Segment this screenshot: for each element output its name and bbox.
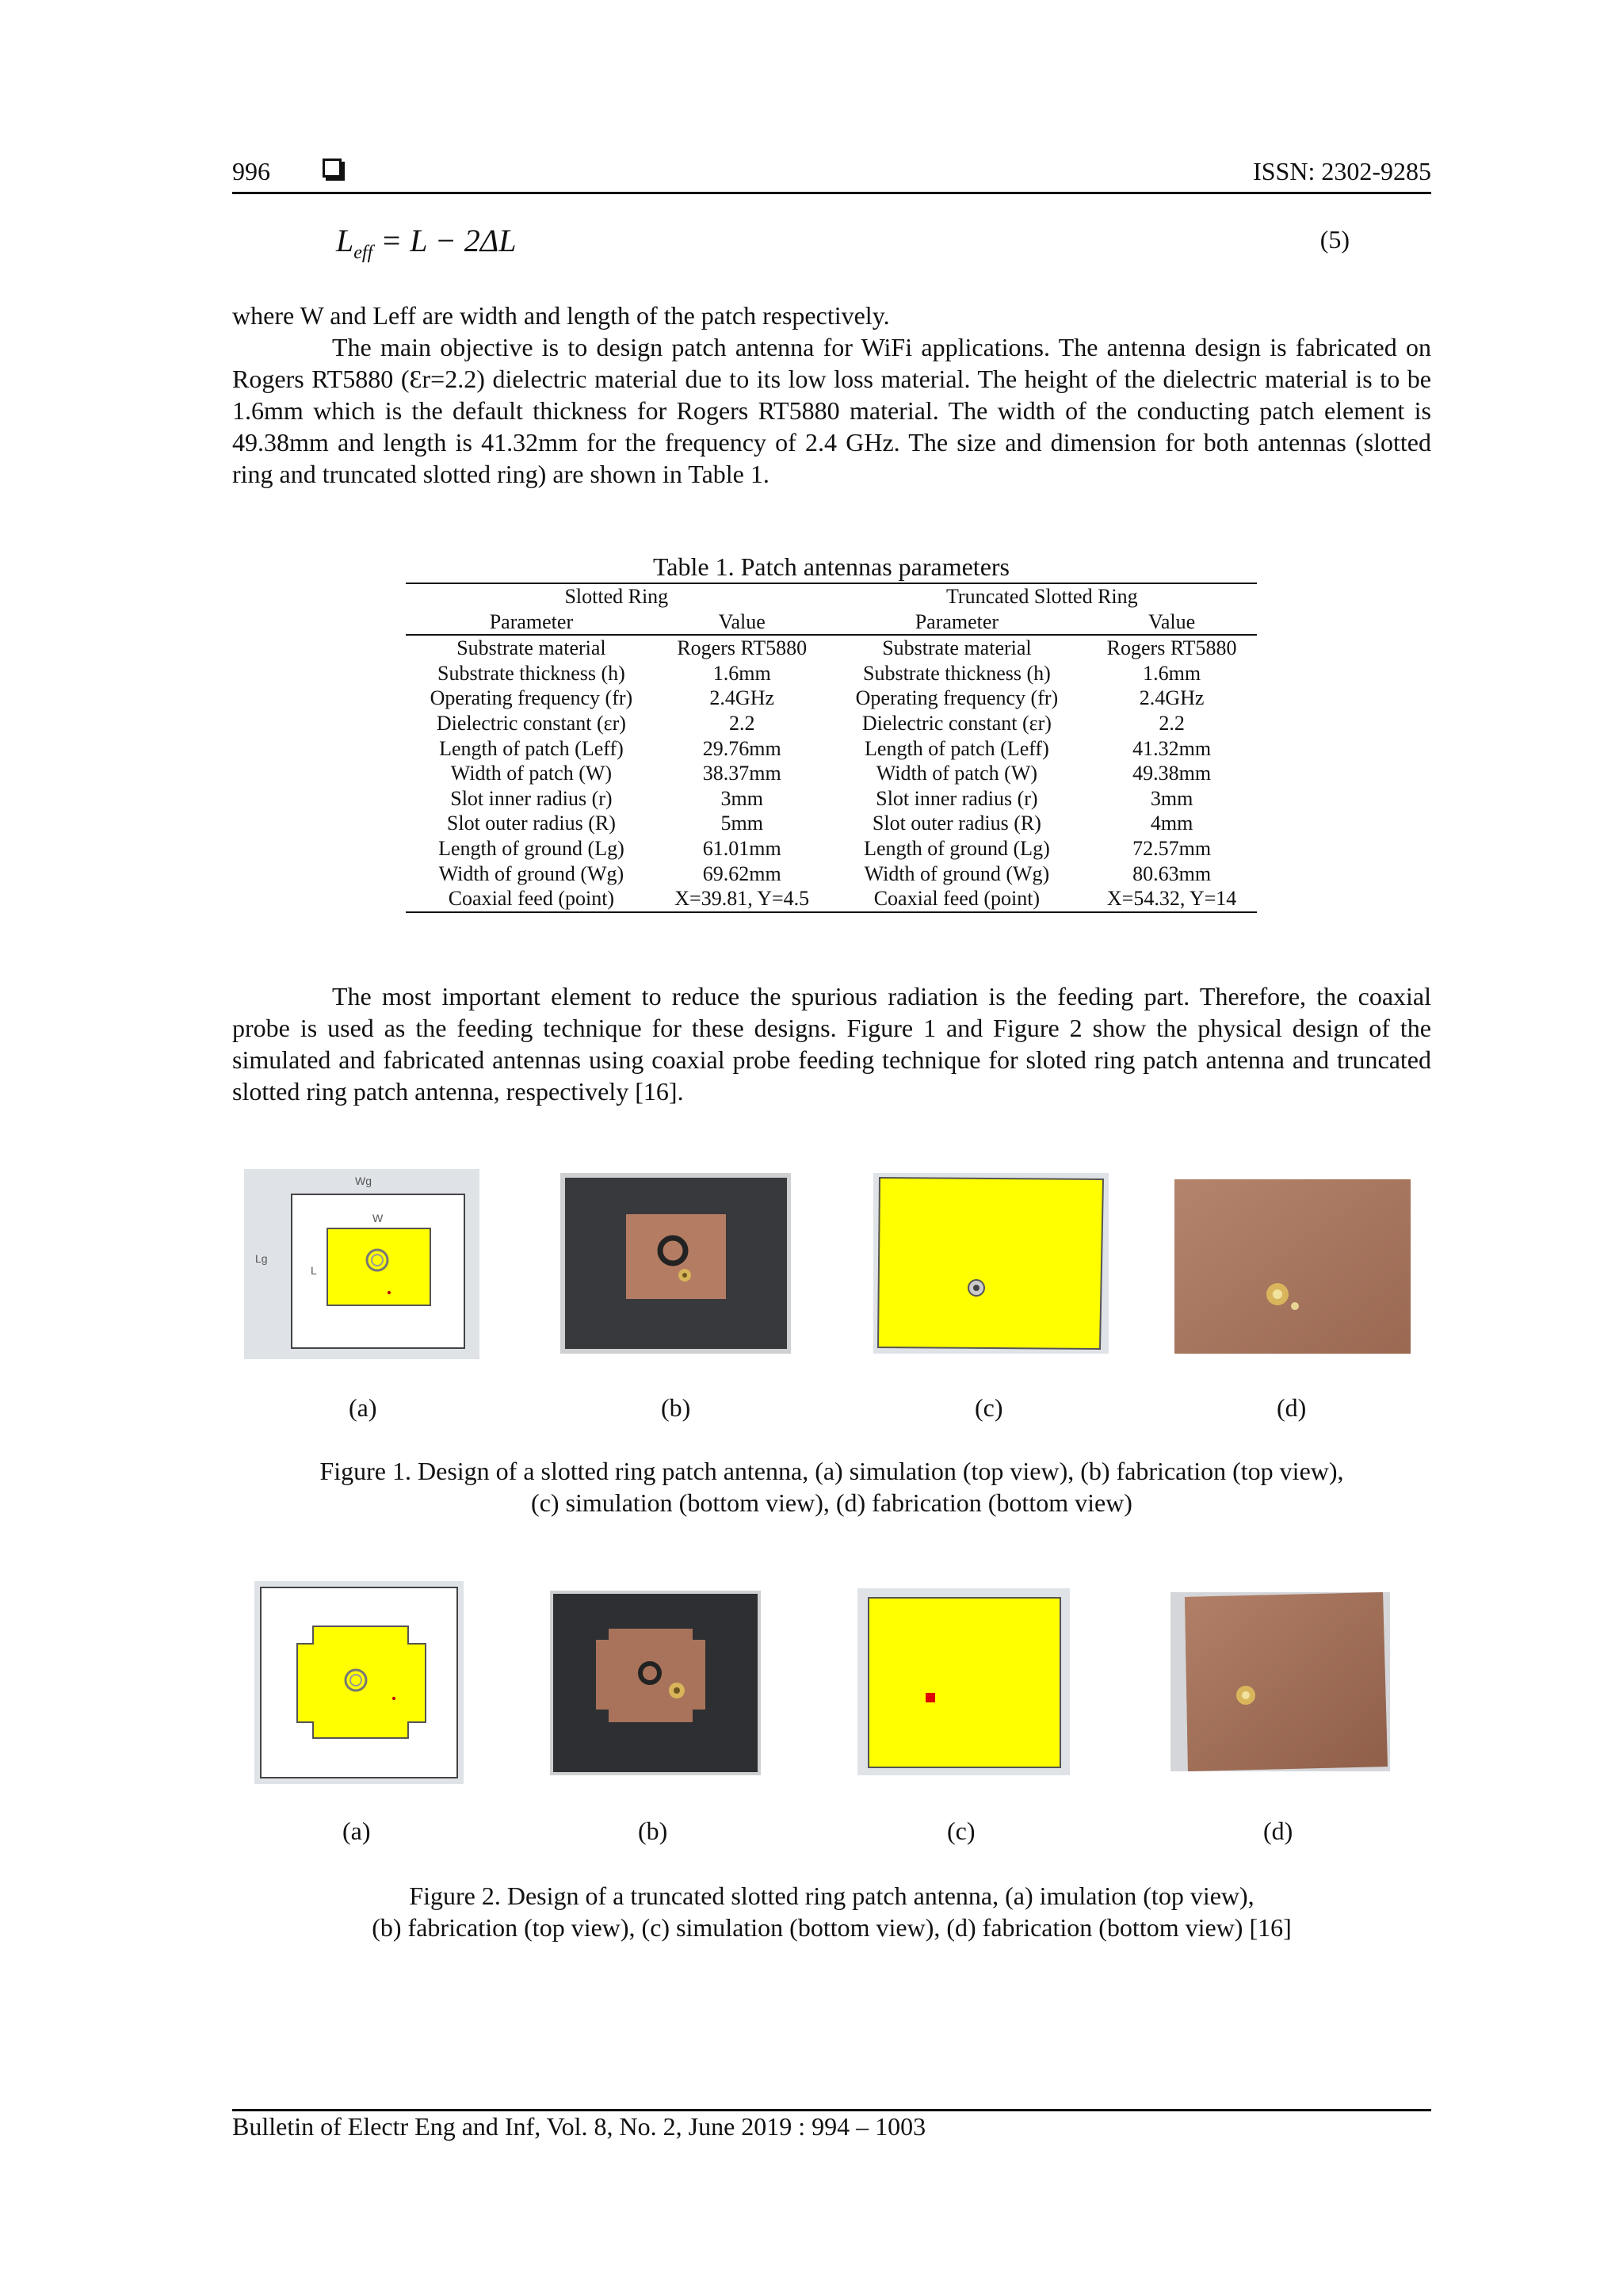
fig2-caption-line2: (b) fabrication (top view), (c) simulation (bottom view), (d) fabrication (bottom view) [16]: [372, 1913, 1292, 1942]
value-cell: 69.62mm: [702, 861, 781, 885]
param-cell: Substrate material: [882, 636, 1032, 660]
param-cell: Slot outer radius (R): [446, 812, 616, 835]
param-cell: Width of patch (W): [876, 762, 1038, 785]
label-wg: Wg: [355, 1175, 372, 1187]
fig2b-fabrication-top: [550, 1591, 761, 1775]
value-cell: 29.76mm: [702, 736, 781, 760]
fig1c-simulation-bottom: [873, 1173, 1109, 1354]
eq-rhs: = L − 2ΔL: [380, 223, 517, 258]
fig1-caption-line2: (c) simulation (bottom view), (d) fabrication (bottom view): [531, 1488, 1132, 1517]
param-cell: Substrate thickness (h): [437, 661, 625, 685]
value-cell: 3mm: [1150, 786, 1193, 810]
issn: ISSN: 2302-9285: [1253, 157, 1431, 185]
value-cell: 49.38mm: [1132, 762, 1212, 785]
fig2-sublabel-c: (c): [947, 1817, 976, 1845]
group-slotted-ring: Slotted Ring: [406, 583, 827, 609]
fig2a-drawing: [254, 1581, 464, 1784]
footer-rule: [232, 2109, 1431, 2111]
param-cell: Slot outer radius (R): [872, 812, 1041, 835]
table-row: [406, 661, 1257, 686]
table-row: [406, 811, 1257, 836]
param-cell: Width of ground (Wg): [864, 861, 1050, 885]
col-header: Parameter: [406, 609, 657, 636]
table-row: [406, 736, 1257, 762]
fig2d-drawing: [1170, 1592, 1390, 1771]
table-row: [406, 836, 1257, 861]
value-cell: 2.4GHz: [709, 686, 775, 710]
fig2-sublabel-a: (a): [342, 1817, 371, 1845]
value-cell: 2.2: [728, 711, 755, 735]
table-row: [406, 786, 1257, 812]
value-cell: 41.32mm: [1132, 736, 1212, 760]
fig1-caption-line1: Figure 1. Design of a slotted ring patch antenna, (a) simulation (top view), (b) fabrication (top view),: [319, 1457, 1344, 1485]
col-header: Parameter: [827, 609, 1087, 636]
fig2-sublabel-d: (d): [1263, 1817, 1293, 1845]
param-cell: Dielectric constant (εr): [436, 711, 626, 735]
label-lg: Lg: [255, 1252, 268, 1265]
label-w: W: [372, 1212, 384, 1224]
value-cell: 5mm: [720, 812, 763, 835]
fig2-sublabel-b: (b): [638, 1817, 668, 1845]
fig1c-drawing: [873, 1173, 1109, 1354]
value-cell: X=39.81, Y=4.5: [657, 886, 827, 912]
label-l: L: [311, 1264, 317, 1277]
fig1-sublabel-d: (d): [1277, 1393, 1307, 1422]
table-header-row: [406, 609, 1257, 636]
value-cell: 2.2: [1159, 711, 1185, 735]
param-cell: Coaxial feed (point): [406, 886, 657, 912]
footer-citation: Bulletin of Electr Eng and Inf, Vol. 8, No. 2, June 2019 : 994 – 1003: [232, 2112, 926, 2141]
param-cell: Length of patch (Leff): [439, 736, 624, 760]
equation-5: [336, 222, 516, 264]
table-group-row: [406, 583, 1257, 609]
eq-lhs-main: L: [336, 223, 354, 258]
fig2c-drawing: [857, 1588, 1070, 1775]
page-number: 996: [232, 157, 270, 185]
fig1b-drawing: [560, 1173, 791, 1354]
fig1-sublabel-b: (b): [661, 1393, 691, 1422]
param-cell: Width of patch (W): [450, 762, 613, 785]
param-cell: Coaxial feed (point): [827, 886, 1087, 912]
parameters-table: [406, 583, 1257, 913]
table-row: [406, 886, 1257, 912]
param-cell: Width of ground (Wg): [438, 861, 624, 885]
table-row: [406, 686, 1257, 711]
fig1-sublabel-a: (a): [349, 1393, 377, 1422]
table-row: [406, 635, 1257, 661]
col-header: Value: [1086, 609, 1257, 636]
header-rule: [232, 192, 1431, 194]
fig1a-simulation-top: [244, 1169, 479, 1359]
value-cell: 4mm: [1150, 812, 1193, 835]
group-truncated-slotted-ring: Truncated Slotted Ring: [827, 583, 1257, 609]
value-cell: 3mm: [720, 786, 763, 810]
value-cell: 38.37mm: [702, 762, 781, 785]
value-cell: 61.01mm: [702, 836, 781, 860]
param-cell: Length of ground (Lg): [438, 836, 624, 860]
param-cell: Substrate thickness (h): [862, 661, 1051, 685]
fig2-caption-line1: Figure 2. Design of a truncated slotted ring patch antenna, (a) imulation (top view),: [409, 1881, 1254, 1910]
equation-number: (5): [1319, 225, 1350, 254]
fig1a-drawing: [244, 1169, 479, 1359]
table-title: Table 1. Patch antennas parameters: [652, 552, 1010, 581]
table-row: [406, 761, 1257, 786]
fig2d-fabrication-bottom: [1170, 1592, 1390, 1771]
param-cell: Substrate material: [456, 636, 606, 660]
table-row: [406, 861, 1257, 887]
fig2a-simulation-top: [254, 1581, 464, 1784]
value-cell: 2.4GHz: [1139, 686, 1205, 710]
fig2c-simulation-bottom: [857, 1588, 1070, 1775]
fig1d-drawing: [1174, 1179, 1411, 1354]
table-row: [406, 711, 1257, 736]
value-cell: 1.6mm: [1143, 661, 1201, 685]
value-cell: 72.57mm: [1132, 836, 1212, 860]
fig1d-fabrication-bottom: [1174, 1179, 1411, 1354]
value-cell: X=54.32, Y=14: [1086, 886, 1257, 912]
value-cell: Rogers RT5880: [677, 636, 808, 660]
value-cell: Rogers RT5880: [1106, 636, 1237, 660]
fig1b-fabrication-top: [560, 1173, 791, 1354]
table-1: [406, 552, 1257, 913]
param-cell: Dielectric constant (εr): [861, 711, 1052, 735]
section-box-icon: [323, 159, 342, 178]
fig2b-drawing: [550, 1591, 761, 1775]
param-cell: Slot inner radius (r): [876, 786, 1038, 810]
param-cell: Operating frequency (fr): [855, 686, 1059, 710]
value-cell: 1.6mm: [712, 661, 771, 685]
paragraph-2: The main objective is to design patch antenna for WiFi applications. The antenna design is fabricated on Rogers RT5880 (Ɛr=2.2) dielectric material due to its low loss material. The height of the dielectric material is to be 1.6mm which is the default thickness for Rogers RT5880 material. The width of the conducting patch element is 49.38mm and length is 41.32mm for the frequency of 2.4 GHz. The size and dimension for both antennas (slotted ring and truncated slotted ring) are shown in Table 1.: [232, 333, 1431, 488]
fig1-sublabel-c: (c): [975, 1393, 1003, 1422]
param-cell: Length of ground (Lg): [864, 836, 1050, 860]
eq-lhs-sub: eff: [353, 243, 373, 263]
value-cell: 80.63mm: [1132, 861, 1212, 885]
param-cell: Slot inner radius (r): [450, 786, 613, 810]
param-cell: Length of patch (Leff): [865, 736, 1049, 760]
col-header: Value: [657, 609, 827, 636]
param-cell: Operating frequency (fr): [430, 686, 633, 710]
paragraph-3: The most important element to reduce the spurious radiation is the feeding part. Therefore, the coaxial probe is used as the feeding technique for these designs. Figure 1 and Figure 2 show the physical design of the simulated and fabricated antennas using coaxial probe feeding technique for sloted ring patch antenna and truncated slotted ring patch antenna, respectively [16].: [232, 982, 1431, 1106]
paragraph-1: where W and Leff are width and length of the patch respectively.: [232, 301, 890, 330]
